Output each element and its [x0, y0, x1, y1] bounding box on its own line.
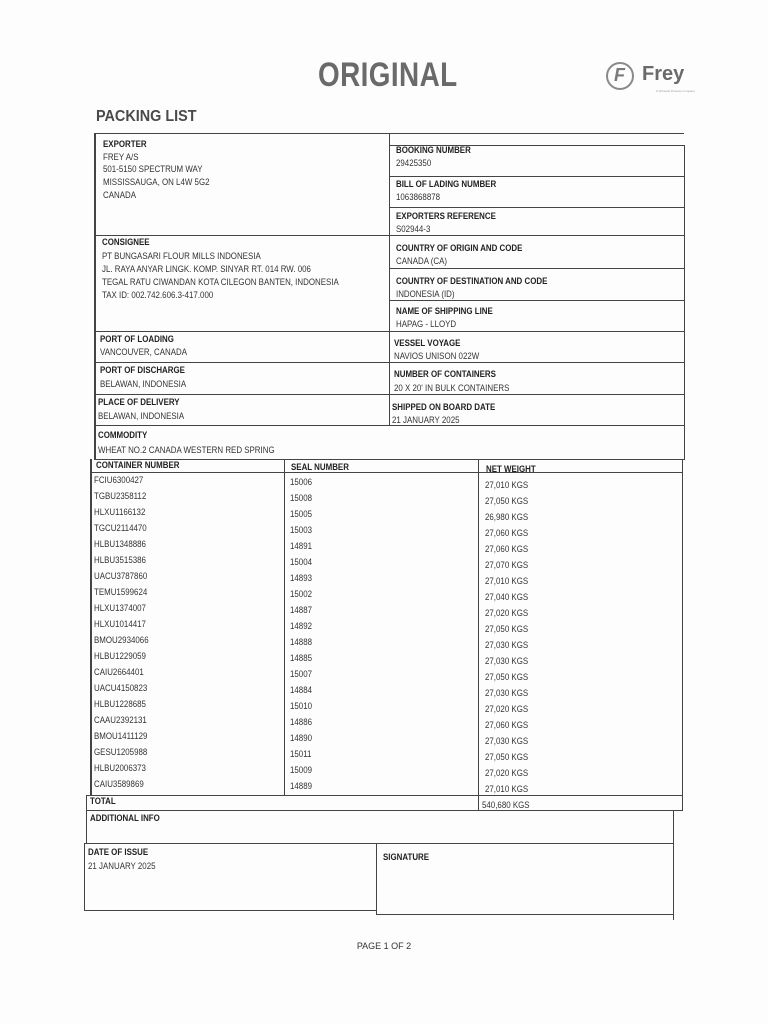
- exporter-label: EXPORTER: [103, 139, 147, 149]
- frey-logo-mark-icon: F: [606, 62, 634, 90]
- port-discharge-value: BELAWAN, INDONESIA: [100, 379, 187, 389]
- net-weight-cell: 27,070 KGS: [485, 560, 529, 570]
- net-weight-cell: 27,010 KGS: [485, 480, 529, 490]
- seal-number-cell: 15010: [290, 701, 313, 711]
- date-of-issue-label: DATE OF ISSUE: [88, 847, 149, 857]
- total-value: 540,680 KGS: [482, 800, 530, 810]
- net-weight-cell: 27,020 KGS: [485, 608, 529, 618]
- container-number-cell: HLXU1374007: [94, 603, 146, 613]
- net-weight-cell: 27,030 KGS: [485, 656, 529, 666]
- exporter-line: 501-5150 SPECTRUM WAY: [103, 164, 203, 174]
- net-weight-cell: 27,060 KGS: [485, 720, 529, 730]
- vessel-label: VESSEL VOYAGE: [394, 338, 461, 348]
- booking-label: BOOKING NUMBER: [396, 145, 471, 155]
- bol-label: BILL OF LADING NUMBER: [396, 179, 497, 189]
- booking-value: 29425350: [396, 158, 432, 168]
- exporter-line: FREY A/S: [103, 152, 139, 162]
- seal-number-cell: 15011: [290, 749, 312, 759]
- container-number-cell: HLBU1228685: [94, 699, 146, 709]
- place-delivery-value: BELAWAN, INDONESIA: [98, 411, 185, 421]
- seal-number-cell: 14888: [290, 637, 313, 647]
- seal-number-cell: 15009: [290, 765, 313, 775]
- net-weight-cell: 27,030 KGS: [485, 640, 529, 650]
- net-weight-cell: 27,010 KGS: [485, 576, 529, 586]
- container-number-cell: HLBU2006373: [94, 763, 146, 773]
- consignee-line: TEGAL RATU CIWANDAN KOTA CILEGON BANTEN, INDONESIA: [102, 277, 339, 287]
- container-number-cell: TEMU1599624: [94, 587, 148, 597]
- consignee-line: TAX ID: 002.742.606.3-417.000: [102, 290, 214, 300]
- signature-label: SIGNATURE: [383, 852, 430, 862]
- net-weight-cell: 27,050 KGS: [485, 672, 529, 682]
- seal-number-cell: 14891: [290, 541, 313, 551]
- seal-number-cell: 15002: [290, 589, 313, 599]
- logo-tagline: A Schenck Process company: [656, 89, 695, 93]
- exporters-reference-value: S02944-3: [396, 224, 431, 234]
- commodity-label: COMMODITY: [98, 430, 148, 440]
- exporters-reference-label: EXPORTERS REFERENCE: [396, 211, 496, 221]
- net-weight-cell: 27,060 KGS: [485, 528, 529, 538]
- net-weight-cell: 27,060 KGS: [485, 544, 529, 554]
- net-weight-cell: 27,010 KGS: [485, 784, 529, 794]
- seal-number-cell: 14893: [290, 573, 313, 583]
- net-weight-cell: 26,980 KGS: [485, 512, 529, 522]
- bol-value: 1063868878: [396, 192, 441, 202]
- shipped-date-value: 21 JANUARY 2025: [392, 415, 460, 425]
- seal-number-column: [290, 474, 315, 794]
- containers-count-value: 20 X 20' IN BULK CONTAINERS: [394, 383, 510, 393]
- container-number-cell: GESU1205988: [94, 747, 148, 757]
- container-number-cell: HLBU3515386: [94, 555, 146, 565]
- seal-number-cell: 14890: [290, 733, 313, 743]
- seal-number-cell: 14884: [290, 685, 313, 695]
- port-loading-label: PORT OF LOADING: [100, 334, 174, 344]
- seal-number-cell: 14892: [290, 621, 313, 631]
- container-number-cell: BMOU1411129: [94, 731, 148, 741]
- container-number-cell: HLXU1014417: [94, 619, 146, 629]
- origin-value: CANADA (CA): [396, 256, 448, 266]
- consignee-line: PT BUNGASARI FLOUR MILLS INDONESIA: [102, 251, 261, 261]
- frey-logo: [606, 60, 696, 100]
- containers-count-label: NUMBER OF CONTAINERS: [394, 369, 496, 379]
- container-number-cell: TGCU2114470: [94, 523, 147, 533]
- date-of-issue-value: 21 JANUARY 2025: [88, 861, 156, 871]
- seal-number-cell: 15005: [290, 509, 313, 519]
- container-number-cell: CAIU3589869: [94, 779, 144, 789]
- shipped-date-label: SHIPPED ON BOARD DATE: [392, 402, 496, 412]
- original-stamp: ORIGINAL: [318, 56, 458, 94]
- seal-number-cell: 15006: [290, 477, 313, 487]
- net-weight-header: NET WEIGHT: [486, 464, 536, 474]
- seal-number-cell: 14887: [290, 605, 313, 615]
- page-number: PAGE 1 OF 2: [356, 941, 412, 951]
- container-number-column: [94, 472, 156, 792]
- net-weight-cell: 27,050 KGS: [485, 752, 529, 762]
- net-weight-cell: 27,020 KGS: [485, 768, 529, 778]
- place-delivery-label: PLACE OF DELIVERY: [98, 397, 180, 407]
- shipping-line-label: NAME OF SHIPPING LINE: [396, 306, 493, 316]
- consignee-line: JL. RAYA ANYAR LINGK. KOMP. SINYAR RT. 014 RW. 006: [102, 264, 311, 274]
- net-weight-cell: 27,030 KGS: [485, 736, 529, 746]
- seal-number-cell: 15007: [290, 669, 313, 679]
- net-weight-cell: 27,030 KGS: [485, 688, 529, 698]
- destination-value: INDONESIA (ID): [396, 289, 455, 299]
- seal-number-cell: 15004: [290, 557, 313, 567]
- vessel-value: NAVIOS UNISON 022W: [394, 351, 480, 361]
- container-number-cell: TGBU2358112: [94, 491, 147, 501]
- signature-field[interactable]: [377, 866, 673, 914]
- net-weight-cell: 27,050 KGS: [485, 624, 529, 634]
- container-number-cell: HLXU1166132: [94, 507, 146, 517]
- container-number-cell: UACU4150823: [94, 683, 148, 693]
- destination-label: COUNTRY OF DESTINATION AND CODE: [396, 276, 548, 286]
- net-weight-column: [485, 477, 534, 797]
- net-weight-cell: 27,040 KGS: [485, 592, 529, 602]
- seal-number-cell: 14889: [290, 781, 313, 791]
- container-number-cell: HLBU1229059: [94, 651, 146, 661]
- seal-number-header: SEAL NUMBER: [291, 462, 349, 472]
- container-number-cell: HLBU1348886: [94, 539, 146, 549]
- container-number-header: CONTAINER NUMBER: [96, 460, 180, 470]
- container-number-cell: BMOU2934066: [94, 635, 149, 645]
- container-number-cell: CAAU2392131: [94, 715, 147, 725]
- net-weight-cell: 27,050 KGS: [485, 496, 529, 506]
- seal-number-cell: 14885: [290, 653, 313, 663]
- seal-number-cell: 15003: [290, 525, 313, 535]
- logo-brand: Frey: [642, 63, 685, 85]
- container-number-cell: CAIU2664401: [94, 667, 144, 677]
- commodity-value: WHEAT NO.2 CANADA WESTERN RED SPRING: [98, 445, 275, 455]
- additional-info-label: ADDITIONAL INFO: [90, 813, 160, 823]
- document-title: PACKING LIST: [96, 108, 197, 125]
- origin-label: COUNTRY OF ORIGIN AND CODE: [396, 243, 523, 253]
- shipping-line-value: HAPAG - LLOYD: [396, 319, 457, 329]
- port-loading-value: VANCOUVER, CANADA: [100, 347, 187, 357]
- seal-number-cell: 15008: [290, 493, 313, 503]
- port-discharge-label: PORT OF DISCHARGE: [100, 365, 185, 375]
- container-number-cell: FCIU6300427: [94, 475, 144, 485]
- consignee-label: CONSIGNEE: [102, 237, 150, 247]
- seal-number-cell: 14886: [290, 717, 313, 727]
- net-weight-cell: 27,020 KGS: [485, 704, 529, 714]
- total-label: TOTAL: [90, 796, 116, 806]
- exporter-line: MISSISSAUGA, ON L4W 5G2: [103, 177, 210, 187]
- container-number-cell: UACU3787860: [94, 571, 148, 581]
- exporter-line: CANADA: [103, 190, 137, 200]
